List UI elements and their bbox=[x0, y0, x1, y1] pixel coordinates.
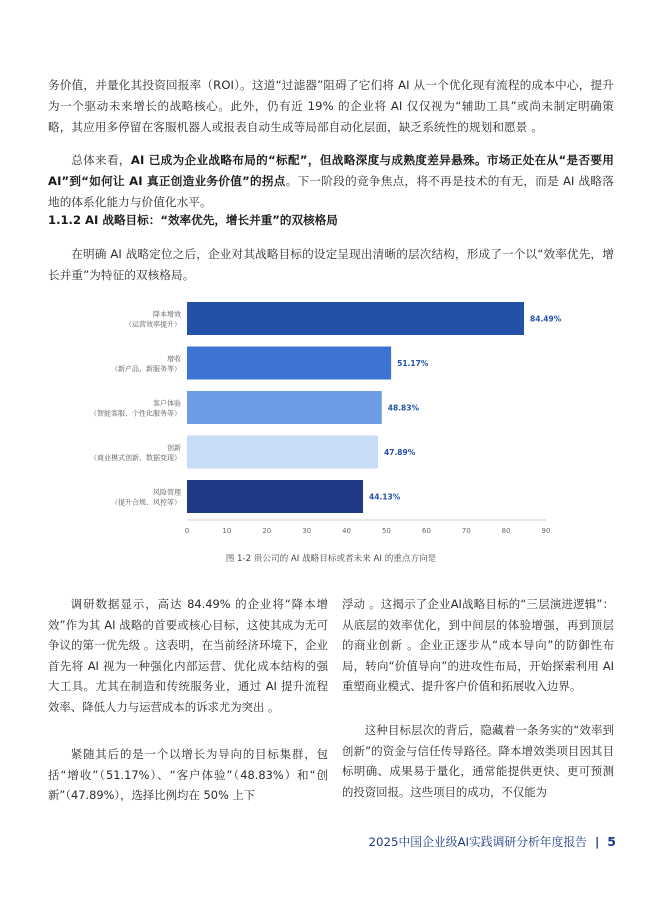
bar-0 bbox=[187, 302, 524, 335]
figure-caption: 图 1-2 贵公司的 AI 战略目标或者未来 AI 的重点方向是 bbox=[225, 554, 437, 564]
x-tick-0: 0 bbox=[184, 527, 190, 535]
category-label-0-1: （运营效率提升） bbox=[125, 320, 181, 329]
report-title: 2025中国企业级AI实践调研分析年度报告 bbox=[368, 835, 587, 849]
intro-paragraph: 务价值，并量化其投资回报率（ROI）。这道“过滤器”阻碍了它们将 AI 从一个优化现有流程的成本中心，提升为一个驱动未来增长的战略核心。此外，仍有近 19% 的企业将 AI 仅仅视为“辅助工具”或尚未制定明确策略，其应用多停留在客服机器人或报表自动生成等局部自动化层面，缺乏系统性的规划和愿景 。 bbox=[48, 78, 614, 134]
x-tick-50: 50 bbox=[381, 527, 391, 535]
right-column-paragraph-1: 浮动 。这揭示了企业AI战略目标的“三层演进逻辑”：从底层的效率优化，到中间层的体验增强，再到顶层的商业创新 。企业正逐步从“成本导向”的防御性布局，转向“价值导向”的进攻性布局，开始探索利用 AI 重塑商业模式、提升客户价值和拓展收入边界。 bbox=[342, 597, 614, 693]
value-label-4: 44.13% bbox=[369, 492, 401, 502]
x-tick-60: 60 bbox=[421, 527, 431, 535]
category-label-2-1: （智能客服、个性化服务等） bbox=[90, 409, 181, 418]
value-label-3: 47.89% bbox=[384, 448, 416, 457]
left-column-paragraph-1: 调研数据显示，高达 84.49% 的企业将“降本增效”作为其 AI 战略的首要或核心目标，这使其成为无可争议的第一优先级 。这表明，在当前经济环境下，企业首先将 AI 视为一种强化内部运营、优化成本结构的强大工具。尤其在制造和传统服务业，通过 AI 提升流程效率、降低人力与运营成本的诉求尤为突出 。 bbox=[48, 597, 328, 714]
goals-bar-chart bbox=[0, 290, 662, 550]
section-heading: 1.1.2 AI 战略目标：“效率优先，增长并重”的双核格局 bbox=[48, 213, 338, 227]
chart-intro-paragraph: 在明确 AI 战略定位之后，企业对其战略目标的设定呈现出清晰的层次结构，形成了一个以“效率优先，增长并重”为特征的双核格局。 bbox=[48, 247, 614, 282]
x-tick-70: 70 bbox=[461, 527, 471, 535]
category-label-3-0: 创新 bbox=[167, 444, 181, 452]
bar-1 bbox=[187, 347, 391, 380]
x-tick-40: 40 bbox=[342, 527, 352, 535]
bar-4 bbox=[187, 480, 363, 513]
x-tick-30: 30 bbox=[302, 527, 312, 535]
summary-rest: 。下一阶段的竞争焦点，将不再是技术的有无，而是 AI 战略落地的体系化能力与价值化水平。 bbox=[48, 174, 614, 209]
summary-bold-1: AI 已成为企业战略布局的“标配”，但战略深度与成熟度差异悬殊。市场正处在从“是否要用 AI”到“如何让 AI 真正创造业务价值” bbox=[48, 153, 614, 188]
category-label-1-0: 增收 bbox=[167, 355, 181, 363]
bar-2 bbox=[187, 391, 382, 424]
value-label-2: 48.83% bbox=[387, 403, 420, 413]
footer-separator: | bbox=[594, 835, 600, 849]
x-tick-90: 90 bbox=[541, 527, 551, 535]
x-tick-20: 20 bbox=[262, 527, 272, 535]
value-label-0: 84.49% bbox=[530, 314, 562, 324]
value-label-1: 51.17% bbox=[397, 359, 429, 368]
bar-3 bbox=[187, 436, 378, 469]
left-column-paragraph-2: 紧随其后的是一个以增长为导向的目标集群，包括“增收”（51.17%）、“客户体验”（48.83%）和“创新”（47.89%），选择比例均在 50% 上下 bbox=[48, 747, 328, 802]
category-label-4-0: 风险管理 bbox=[153, 488, 181, 497]
category-label-2-0: 客户体验 bbox=[153, 399, 181, 408]
x-tick-80: 80 bbox=[501, 527, 511, 535]
summary-paragraph bbox=[48, 150, 614, 213]
page-footer bbox=[368, 833, 616, 850]
category-label-3-1: （商业模式创新、数据变现） bbox=[90, 454, 181, 462]
category-label-0-0: 降本增效 bbox=[153, 310, 181, 319]
page-number: 5 bbox=[607, 834, 616, 849]
summary-bold-2: 的拐点 bbox=[249, 174, 286, 188]
right-column-paragraph-2: 这种目标层次的背后，隐藏着一条务实的“效率到创新”的资金与信任传导路径。降本增效类项目因其目标明确、成果易于量化，通常能提供更快、更可预测的投资回报。这些项目的成功，不仅能为 bbox=[342, 723, 614, 799]
category-label-4-1: （提升合规、风控等） bbox=[111, 498, 181, 507]
category-label-1-1: （新产品、新服务等） bbox=[111, 365, 181, 373]
summary-lead: 总体来看， bbox=[71, 153, 131, 167]
x-tick-10: 10 bbox=[222, 527, 232, 535]
